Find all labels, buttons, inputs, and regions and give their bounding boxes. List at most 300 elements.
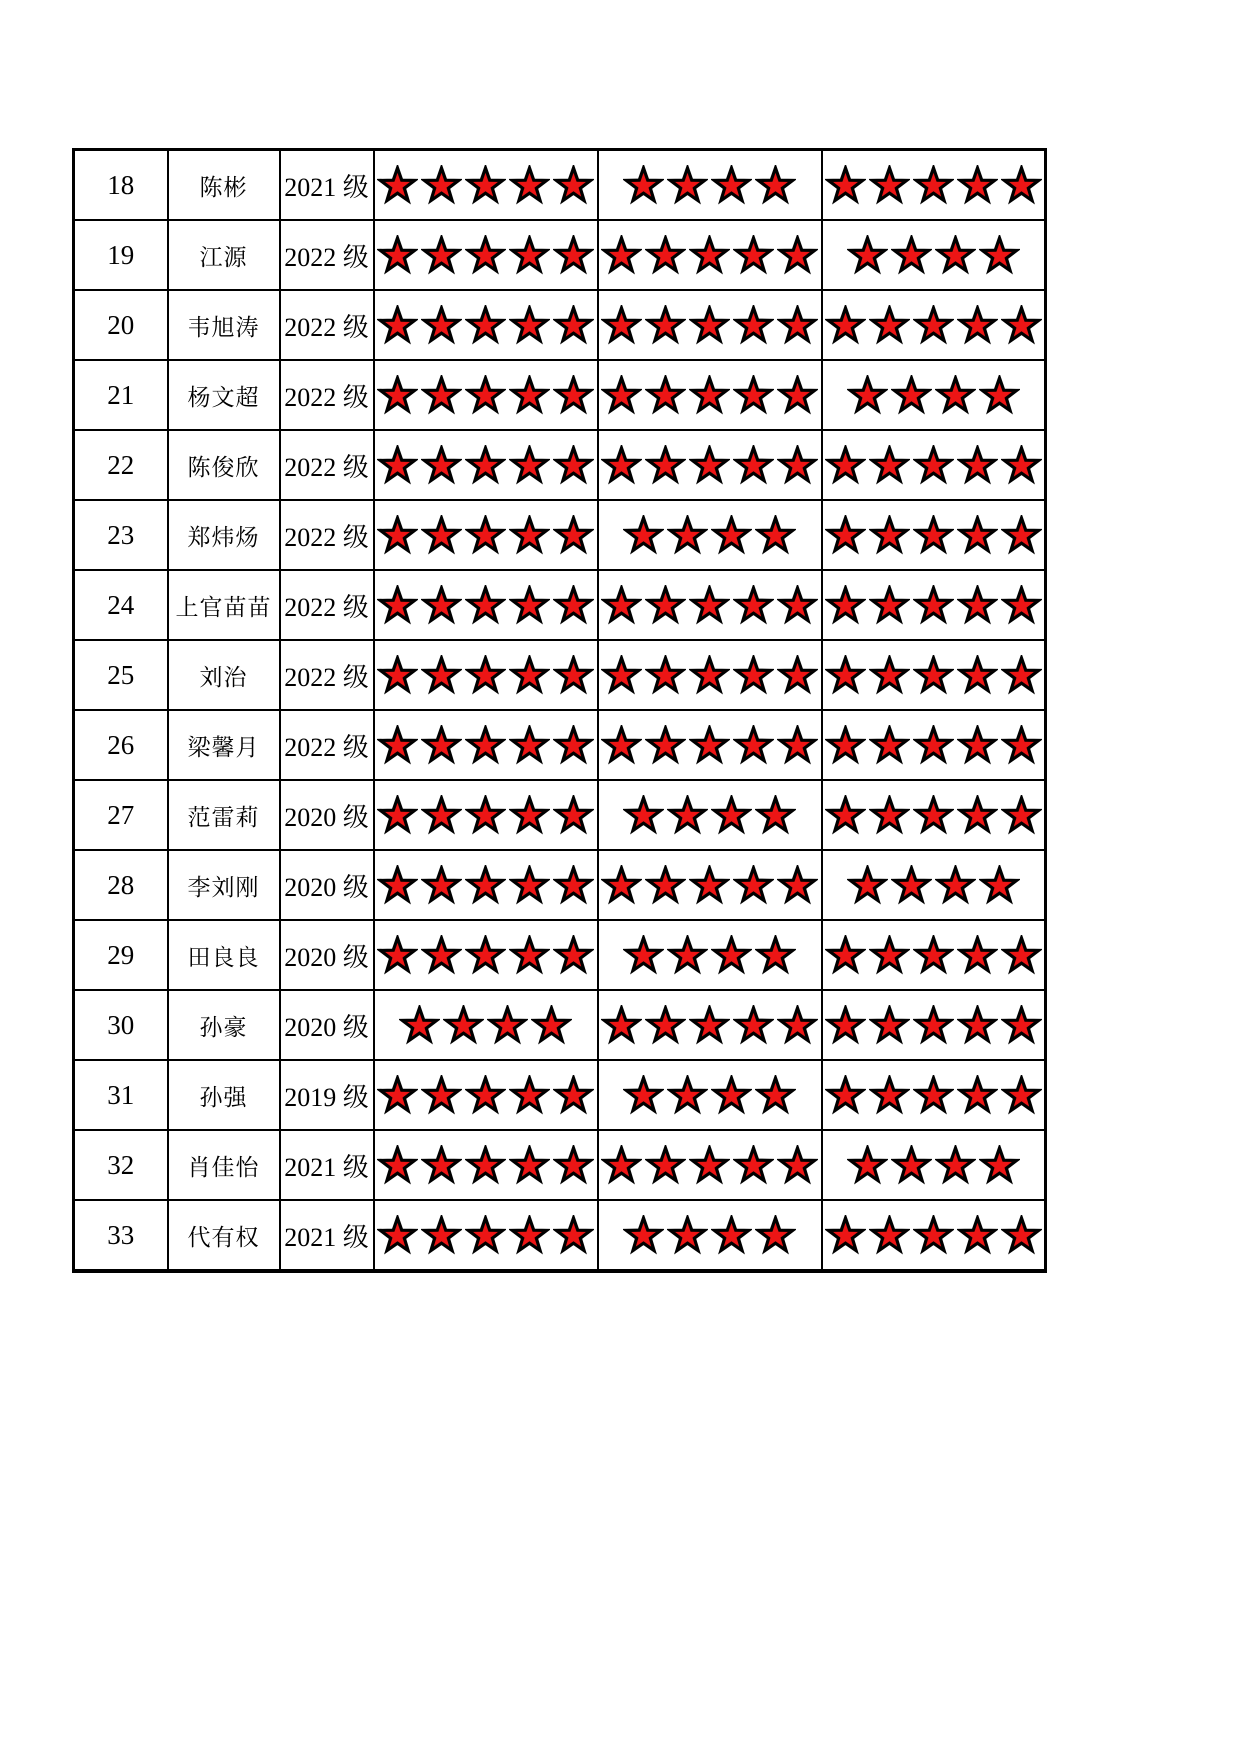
star-icon xyxy=(623,1075,664,1115)
star-icon xyxy=(869,585,910,625)
row-number-cell: 18 xyxy=(74,150,168,221)
star-icon xyxy=(1001,725,1042,765)
star-rating xyxy=(599,1005,821,1045)
rating-cell xyxy=(374,290,598,360)
rating-cell xyxy=(598,920,822,990)
star-icon xyxy=(377,795,418,835)
row-number-cell: 33 xyxy=(74,1200,168,1271)
grade-cell: 2022 级 xyxy=(280,430,374,500)
star-rating xyxy=(823,795,1045,835)
rating-cell xyxy=(822,1200,1046,1271)
rating-cell xyxy=(374,640,598,710)
rating-cell xyxy=(822,290,1046,360)
star-icon xyxy=(443,1005,484,1045)
star-icon xyxy=(645,305,686,345)
star-icon xyxy=(531,1005,572,1045)
star-icon xyxy=(509,1145,550,1185)
star-icon xyxy=(421,1145,462,1185)
rating-cell xyxy=(598,290,822,360)
star-rating xyxy=(599,235,821,275)
star-rating xyxy=(823,1145,1045,1185)
table-row xyxy=(74,360,1046,430)
star-icon xyxy=(825,1215,866,1255)
star-icon xyxy=(979,865,1020,905)
star-icon xyxy=(509,725,550,765)
star-icon xyxy=(913,445,954,485)
student-name-cell: 陈俊欣 xyxy=(168,430,280,500)
star-rating xyxy=(375,725,597,765)
star-icon xyxy=(957,655,998,695)
star-icon xyxy=(825,1005,866,1045)
star-rating xyxy=(823,655,1045,695)
row-number-cell: 21 xyxy=(74,360,168,430)
star-icon xyxy=(957,795,998,835)
star-icon xyxy=(1001,1215,1042,1255)
star-icon xyxy=(957,585,998,625)
student-name-cell: 梁馨月 xyxy=(168,710,280,780)
star-icon xyxy=(957,165,998,205)
rating-cell xyxy=(374,710,598,780)
star-rating xyxy=(599,865,821,905)
star-icon xyxy=(553,655,594,695)
student-name-cell: 刘治 xyxy=(168,640,280,710)
table-row xyxy=(74,990,1046,1060)
star-icon xyxy=(847,235,888,275)
star-icon xyxy=(465,515,506,555)
table-row xyxy=(74,920,1046,990)
star-icon xyxy=(935,375,976,415)
star-icon xyxy=(913,725,954,765)
rating-cell xyxy=(374,430,598,500)
star-icon xyxy=(421,865,462,905)
star-icon xyxy=(689,375,730,415)
star-icon xyxy=(755,795,796,835)
rating-cell xyxy=(822,430,1046,500)
star-icon xyxy=(645,865,686,905)
student-name-cell: 肖佳怡 xyxy=(168,1130,280,1200)
star-icon xyxy=(421,655,462,695)
star-icon xyxy=(755,165,796,205)
grade-cell: 2022 级 xyxy=(280,290,374,360)
star-icon xyxy=(777,235,818,275)
star-icon xyxy=(869,795,910,835)
star-icon xyxy=(935,235,976,275)
star-icon xyxy=(847,375,888,415)
star-icon xyxy=(689,445,730,485)
rating-cell xyxy=(374,1060,598,1130)
rating-cell xyxy=(822,1060,1046,1130)
star-icon xyxy=(645,445,686,485)
star-rating xyxy=(599,1145,821,1185)
star-icon xyxy=(399,1005,440,1045)
star-icon xyxy=(623,935,664,975)
table-row xyxy=(74,1130,1046,1200)
star-rating xyxy=(823,935,1045,975)
star-rating xyxy=(823,305,1045,345)
star-icon xyxy=(645,585,686,625)
star-icon xyxy=(711,795,752,835)
star-icon xyxy=(421,445,462,485)
star-icon xyxy=(777,375,818,415)
star-icon xyxy=(509,165,550,205)
star-rating xyxy=(599,795,821,835)
grade-cell: 2021 级 xyxy=(280,1130,374,1200)
star-icon xyxy=(421,235,462,275)
star-icon xyxy=(377,1215,418,1255)
star-icon xyxy=(421,725,462,765)
star-icon xyxy=(377,865,418,905)
star-rating xyxy=(375,375,597,415)
star-icon xyxy=(377,375,418,415)
star-icon xyxy=(553,165,594,205)
table-row xyxy=(74,570,1046,640)
star-icon xyxy=(601,1145,642,1185)
star-icon xyxy=(1001,305,1042,345)
star-icon xyxy=(553,305,594,345)
rating-cell xyxy=(374,150,598,221)
rating-cell xyxy=(822,500,1046,570)
student-name-cell: 郑炜炀 xyxy=(168,500,280,570)
star-icon xyxy=(553,795,594,835)
rating-cell xyxy=(822,150,1046,221)
table-body xyxy=(74,150,1046,1272)
star-icon xyxy=(553,935,594,975)
star-icon xyxy=(667,1215,708,1255)
table-row xyxy=(74,500,1046,570)
star-icon xyxy=(553,725,594,765)
star-icon xyxy=(847,865,888,905)
star-icon xyxy=(553,1145,594,1185)
rating-cell xyxy=(822,920,1046,990)
star-icon xyxy=(601,725,642,765)
star-rating xyxy=(375,655,597,695)
star-icon xyxy=(777,655,818,695)
rating-cell xyxy=(822,710,1046,780)
grade-cell: 2022 级 xyxy=(280,570,374,640)
star-rating xyxy=(823,865,1045,905)
star-rating xyxy=(599,375,821,415)
star-icon xyxy=(711,935,752,975)
star-icon xyxy=(711,515,752,555)
star-icon xyxy=(689,1005,730,1045)
star-icon xyxy=(667,165,708,205)
star-icon xyxy=(421,585,462,625)
star-rating xyxy=(823,585,1045,625)
star-rating xyxy=(375,1215,597,1255)
star-icon xyxy=(913,1075,954,1115)
star-icon xyxy=(777,1005,818,1045)
student-name-cell: 韦旭涛 xyxy=(168,290,280,360)
star-icon xyxy=(553,445,594,485)
star-icon xyxy=(957,445,998,485)
star-rating xyxy=(375,865,597,905)
rating-cell xyxy=(374,850,598,920)
rating-cell xyxy=(822,780,1046,850)
star-icon xyxy=(689,235,730,275)
rating-cell xyxy=(598,780,822,850)
star-icon xyxy=(377,515,418,555)
star-icon xyxy=(733,375,774,415)
star-icon xyxy=(667,1075,708,1115)
student-name-cell: 孙豪 xyxy=(168,990,280,1060)
star-icon xyxy=(869,515,910,555)
star-rating xyxy=(599,305,821,345)
star-icon xyxy=(755,1075,796,1115)
star-icon xyxy=(935,1145,976,1185)
table-row xyxy=(74,710,1046,780)
grade-cell: 2021 级 xyxy=(280,1200,374,1271)
rating-cell xyxy=(374,920,598,990)
star-icon xyxy=(957,935,998,975)
star-icon xyxy=(1001,795,1042,835)
student-name-cell: 上官苗苗 xyxy=(168,570,280,640)
star-icon xyxy=(623,165,664,205)
rating-cell xyxy=(598,990,822,1060)
star-icon xyxy=(645,1005,686,1045)
star-icon xyxy=(1001,165,1042,205)
star-icon xyxy=(825,165,866,205)
grade-cell: 2022 级 xyxy=(280,220,374,290)
star-icon xyxy=(733,445,774,485)
star-icon xyxy=(1001,585,1042,625)
star-icon xyxy=(891,375,932,415)
star-icon xyxy=(935,865,976,905)
star-icon xyxy=(913,585,954,625)
row-number-cell: 22 xyxy=(74,430,168,500)
star-icon xyxy=(711,1075,752,1115)
row-number-cell: 24 xyxy=(74,570,168,640)
star-rating xyxy=(823,445,1045,485)
table-row xyxy=(74,1060,1046,1130)
star-icon xyxy=(509,1075,550,1115)
rating-cell xyxy=(598,640,822,710)
star-icon xyxy=(755,515,796,555)
grade-cell: 2020 级 xyxy=(280,920,374,990)
star-icon xyxy=(509,305,550,345)
star-icon xyxy=(869,935,910,975)
student-name-cell: 田良良 xyxy=(168,920,280,990)
row-number-cell: 23 xyxy=(74,500,168,570)
star-icon xyxy=(377,655,418,695)
row-number-cell: 32 xyxy=(74,1130,168,1200)
rating-cell xyxy=(822,570,1046,640)
row-number-cell: 25 xyxy=(74,640,168,710)
grade-cell: 2021 级 xyxy=(280,150,374,221)
star-icon xyxy=(509,375,550,415)
star-icon xyxy=(1001,445,1042,485)
star-icon xyxy=(623,795,664,835)
star-icon xyxy=(465,1075,506,1115)
star-icon xyxy=(421,165,462,205)
student-name-cell: 李刘刚 xyxy=(168,850,280,920)
star-icon xyxy=(913,1215,954,1255)
table-row xyxy=(74,1200,1046,1271)
student-name-cell: 孙强 xyxy=(168,1060,280,1130)
star-rating xyxy=(599,1075,821,1115)
rating-cell xyxy=(598,500,822,570)
star-rating xyxy=(599,1215,821,1255)
star-icon xyxy=(733,1145,774,1185)
star-icon xyxy=(377,235,418,275)
star-icon xyxy=(913,515,954,555)
student-name-cell: 杨文超 xyxy=(168,360,280,430)
star-icon xyxy=(465,375,506,415)
star-rating xyxy=(823,515,1045,555)
star-icon xyxy=(689,305,730,345)
star-rating xyxy=(823,375,1045,415)
star-icon xyxy=(487,1005,528,1045)
star-icon xyxy=(601,865,642,905)
table-row xyxy=(74,850,1046,920)
row-number-cell: 26 xyxy=(74,710,168,780)
star-icon xyxy=(509,515,550,555)
star-rating xyxy=(599,515,821,555)
star-icon xyxy=(777,865,818,905)
student-name-cell: 范雷莉 xyxy=(168,780,280,850)
star-icon xyxy=(825,795,866,835)
star-rating xyxy=(599,445,821,485)
star-icon xyxy=(777,305,818,345)
star-icon xyxy=(645,375,686,415)
row-number-cell: 29 xyxy=(74,920,168,990)
rating-cell xyxy=(598,570,822,640)
star-icon xyxy=(421,375,462,415)
star-icon xyxy=(465,165,506,205)
table-row xyxy=(74,640,1046,710)
star-icon xyxy=(601,585,642,625)
star-icon xyxy=(913,795,954,835)
grade-cell: 2020 级 xyxy=(280,780,374,850)
rating-cell xyxy=(598,1200,822,1271)
star-rating xyxy=(375,515,597,555)
star-icon xyxy=(553,1215,594,1255)
star-icon xyxy=(847,1145,888,1185)
star-icon xyxy=(667,935,708,975)
rating-cell xyxy=(598,1060,822,1130)
star-rating xyxy=(823,165,1045,205)
star-icon xyxy=(825,1075,866,1115)
star-rating xyxy=(375,305,597,345)
star-icon xyxy=(957,1075,998,1115)
student-name-cell: 代有权 xyxy=(168,1200,280,1271)
star-icon xyxy=(913,935,954,975)
star-icon xyxy=(1001,655,1042,695)
star-icon xyxy=(465,795,506,835)
star-icon xyxy=(891,865,932,905)
grade-cell: 2020 级 xyxy=(280,990,374,1060)
star-icon xyxy=(777,585,818,625)
star-icon xyxy=(623,1215,664,1255)
star-icon xyxy=(553,585,594,625)
star-icon xyxy=(377,725,418,765)
rating-cell xyxy=(598,430,822,500)
star-icon xyxy=(465,305,506,345)
rating-cell xyxy=(822,990,1046,1060)
table-row xyxy=(74,780,1046,850)
star-icon xyxy=(1001,935,1042,975)
star-icon xyxy=(825,935,866,975)
star-icon xyxy=(755,1215,796,1255)
row-number-cell: 30 xyxy=(74,990,168,1060)
star-icon xyxy=(601,235,642,275)
star-icon xyxy=(755,935,796,975)
star-rating xyxy=(375,795,597,835)
star-icon xyxy=(601,305,642,345)
star-icon xyxy=(711,165,752,205)
star-icon xyxy=(377,445,418,485)
star-icon xyxy=(509,445,550,485)
star-icon xyxy=(733,865,774,905)
star-icon xyxy=(667,515,708,555)
star-rating xyxy=(599,655,821,695)
star-icon xyxy=(421,1215,462,1255)
star-rating xyxy=(599,165,821,205)
star-icon xyxy=(553,865,594,905)
star-icon xyxy=(869,305,910,345)
star-icon xyxy=(509,865,550,905)
star-icon xyxy=(957,305,998,345)
grade-cell: 2022 级 xyxy=(280,360,374,430)
star-icon xyxy=(509,655,550,695)
student-name-cell: 江源 xyxy=(168,220,280,290)
grade-cell: 2022 级 xyxy=(280,500,374,570)
star-icon xyxy=(421,795,462,835)
star-rating xyxy=(823,1075,1045,1115)
table-row xyxy=(74,290,1046,360)
star-icon xyxy=(667,795,708,835)
star-icon xyxy=(869,655,910,695)
star-rating xyxy=(823,1215,1045,1255)
rating-cell xyxy=(374,780,598,850)
star-icon xyxy=(913,165,954,205)
star-icon xyxy=(711,1215,752,1255)
rating-table xyxy=(72,148,1047,1273)
star-icon xyxy=(777,1145,818,1185)
star-icon xyxy=(645,725,686,765)
star-icon xyxy=(421,305,462,345)
rating-cell xyxy=(374,570,598,640)
rating-cell xyxy=(822,850,1046,920)
star-icon xyxy=(1001,1075,1042,1115)
rating-cell xyxy=(598,710,822,780)
star-icon xyxy=(465,585,506,625)
star-icon xyxy=(553,235,594,275)
rating-cell xyxy=(822,1130,1046,1200)
star-icon xyxy=(509,585,550,625)
star-icon xyxy=(509,235,550,275)
star-icon xyxy=(733,305,774,345)
star-icon xyxy=(421,515,462,555)
rating-cell xyxy=(822,640,1046,710)
star-icon xyxy=(645,235,686,275)
star-icon xyxy=(509,1215,550,1255)
star-rating xyxy=(599,725,821,765)
star-icon xyxy=(689,585,730,625)
star-icon xyxy=(377,165,418,205)
star-icon xyxy=(869,1215,910,1255)
star-icon xyxy=(979,375,1020,415)
row-number-cell: 28 xyxy=(74,850,168,920)
star-icon xyxy=(979,235,1020,275)
star-icon xyxy=(957,1005,998,1045)
star-icon xyxy=(733,1005,774,1045)
star-icon xyxy=(957,1215,998,1255)
grade-cell: 2022 级 xyxy=(280,640,374,710)
rating-cell xyxy=(598,220,822,290)
star-icon xyxy=(979,1145,1020,1185)
rating-cell xyxy=(598,1130,822,1200)
rating-cell xyxy=(374,360,598,430)
